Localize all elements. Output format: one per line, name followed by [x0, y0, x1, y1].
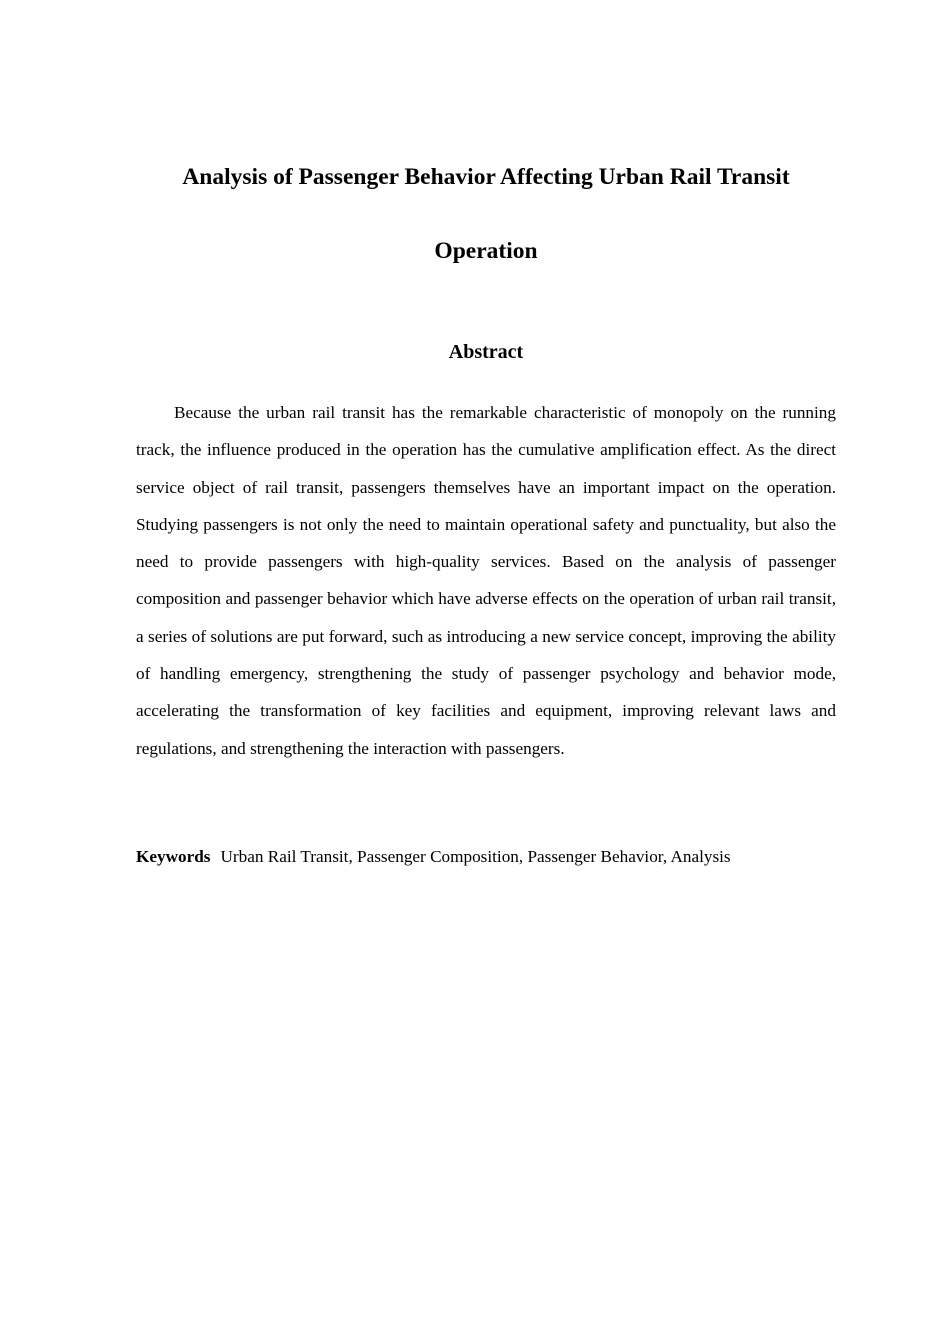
paper-title — [136, 140, 836, 288]
paper-title-line-2: Operation — [434, 238, 538, 264]
paper-title-line-1: Analysis of Passenger Behavior Affecting Urban Rail Transit — [182, 164, 790, 190]
abstract-heading: Abstract — [448, 341, 524, 363]
keywords-line — [136, 843, 836, 871]
abstract-body: Because the urban rail transit has the remarkable characteristic of monopoly on the running track, the influence produced in the operation has the cumulative amplification effect. As the direct service object of rail transit, passengers themselves have an important impact on the operation. Studying passengers is not only the need to maintain operational safety and punctuality, but also the need to provide passengers with high-quality services. Based on the analysis of passenger composition and passenger behavior which have adverse effects on the operation of urban rail transit, a series of solutions are put forward, such as introducing a new service concept, improving the ability of handling emergency, strengthening the study of passenger psychology and behavior mode, accelerating the transformation of key facilities and equipment, improving relevant laws and regulations, and strengthening the interaction with passengers. — [136, 403, 836, 758]
keywords-text: Urban Rail Transit, Passenger Composition, Passenger Behavior, Analysis — [220, 847, 731, 866]
keywords-label: Keywords — [136, 847, 211, 866]
